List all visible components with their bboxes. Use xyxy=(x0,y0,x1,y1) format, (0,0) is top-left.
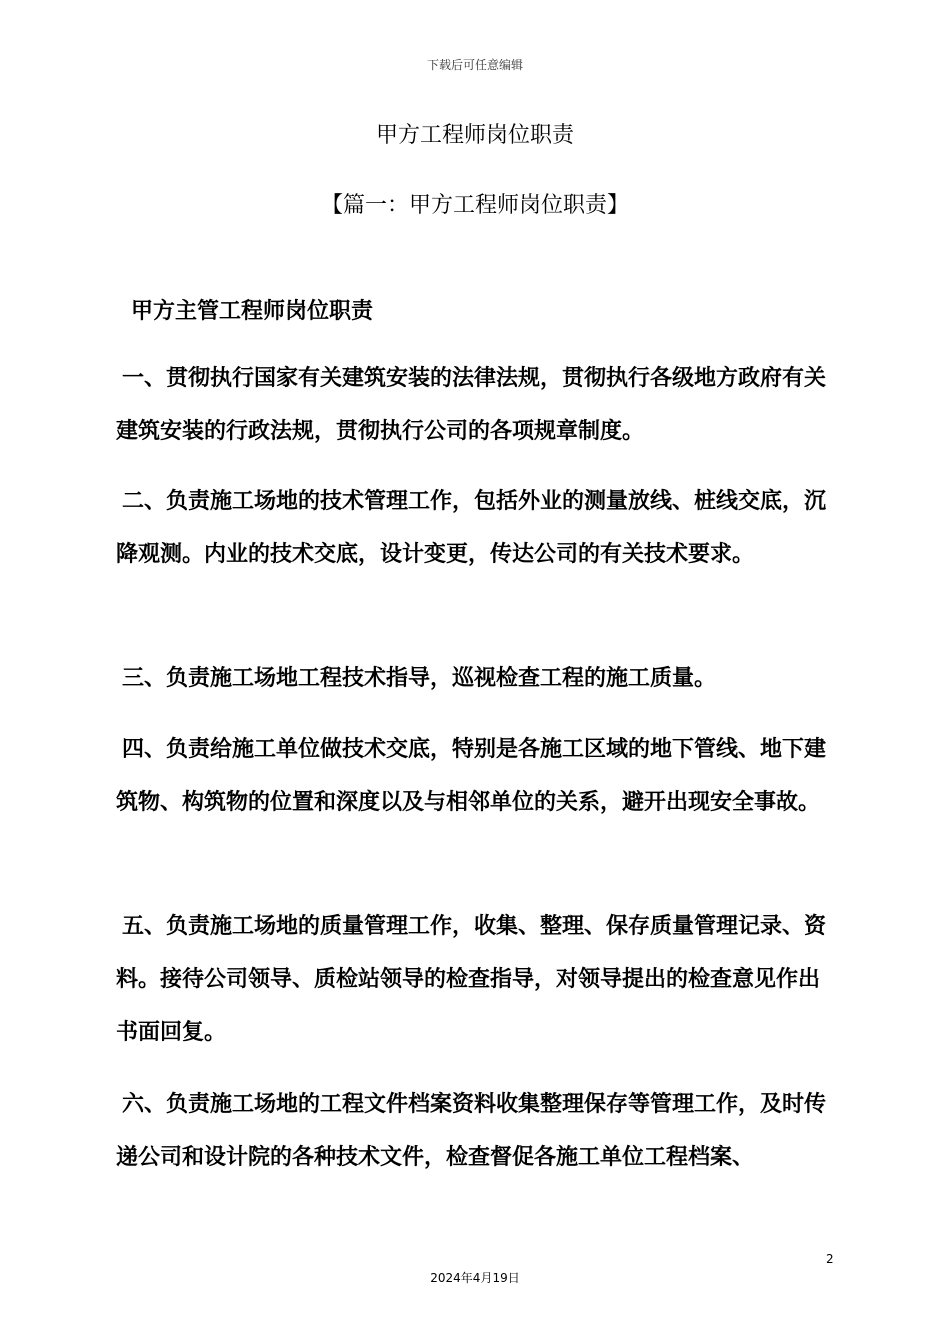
footer-date: 2024年4月19日 xyxy=(430,1271,520,1285)
section-title: 【篇一：甲方工程师岗位职责】 xyxy=(320,193,629,218)
paragraph-5: 五、负责施工场地的质量管理工作，收集、整理、保存质量管理记录、资料。接待公司领导、质检站领导的检查指导，对领导提出的检查意见作出书面回复。 xyxy=(116,914,827,1045)
paragraph-4: 四、负责给施工单位做技术交底，特别是各施工区域的地下管线、地下建筑物、构筑物的位置和深度以及与相邻单位的关系，避开出现安全事故。 xyxy=(116,737,827,815)
paragraph-2: 二、负责施工场地的技术管理工作，包括外业的测量放线、桩线交底，沉降观测。内业的技术交底，设计变更，传达公司的有关技术要求。 xyxy=(116,489,827,567)
page-number: 2 xyxy=(826,1252,834,1266)
paragraph-3: 三、负责施工场地工程技术指导，巡视检查工程的施工质量。 xyxy=(122,666,717,691)
paragraph-1: 一、贯彻执行国家有关建筑安装的法律法规，贯彻执行各级地方政府有关建筑安装的行政法规，贯彻执行公司的各项规章制度。 xyxy=(116,366,827,444)
document-title: 甲方工程师岗位职责 xyxy=(375,123,574,148)
subheading: 甲方主管工程师岗位职责 xyxy=(131,299,374,324)
header-note: 下载后可任意编辑 xyxy=(426,58,523,72)
paragraph-6: 六、负责施工场地的工程文件档案资料收集整理保存等管理工作，及时传递公司和设计院的各种技术文件，检查督促各施工单位工程档案、 xyxy=(116,1092,827,1170)
